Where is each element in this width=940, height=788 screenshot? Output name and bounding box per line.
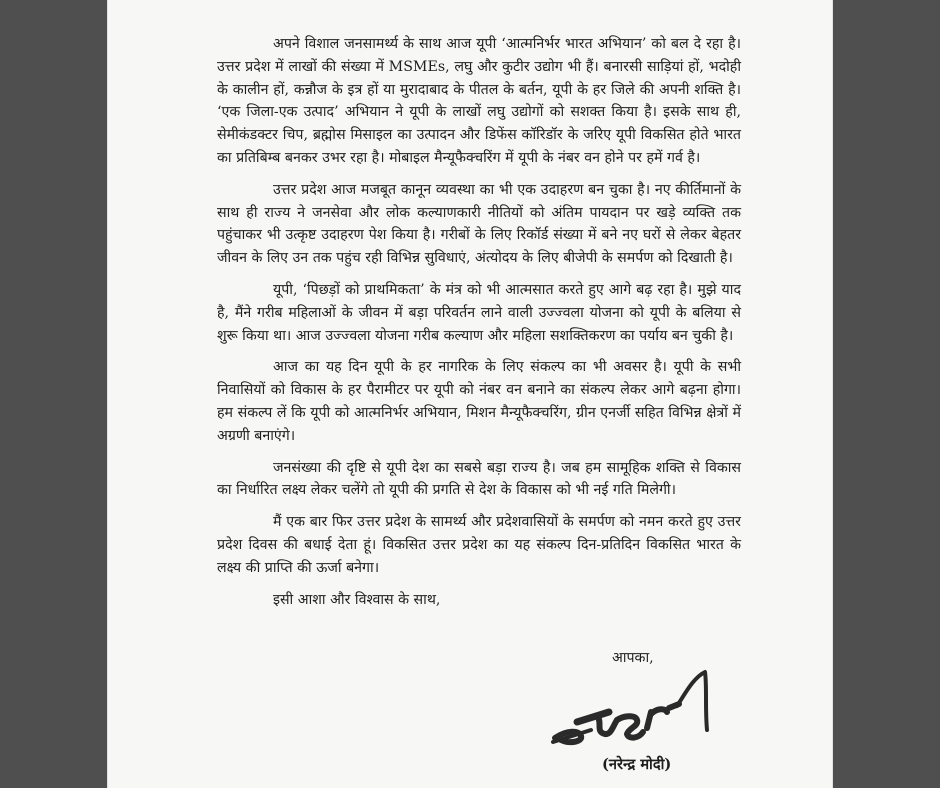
paragraph-3: यूपी, ‘पिछड़ों को प्राथमिकता’ के मंत्र को भी आत्मसात करते हुए आगे बढ़ रहा है। मुझे याद है, मैंने गरीब महिलाओं के जीवन में बड़ा परिवर्तन लाने वाली उज्ज्वला योजना को यूपी के बलिया से शुरू किया था। आज उज्ज्वला योजना गरीब कल्याण और महिला सशक्तिकरण का पर्याय बन चुकी है। bbox=[217, 281, 741, 344]
paragraph-1: अपने विशाल जनसामर्थ्य के साथ आज यूपी ‘आत्मनिर्भर भारत अभियान’ को बल दे रहा है। उत्तर प्रदेश में लाखों की संख्या में MSMEs, लघु और कुटीर उद्योग भी हैं। बनारसी साड़ियां हों, भदोही के कालीन हों, कन्नौज के इत्र हों या मुरादाबाद के पीतल के बर्तन, यूपी के हर जिले की अपनी शक्ति है। ‘एक जिला-एक उत्पाद’ अभियान ने यूपी के लाखों लघु उद्योगों को सशक्त किया है। इसके साथ ही, सेमीकंडक्टर चिप, ब्रह्मोस मिसाइल का उत्पादन और डिफेंस कॉरिडॉर के जरिए यूपी विकसित होते भारत का प्रतिबिम्ब बनकर उभर रहा है। मोबाइल मैन्यूफैक्चरिंग में यूपी के नंबर वन होने पर हमें गर्व है। bbox=[217, 36, 741, 166]
paragraph-2: उत्तर प्रदेश आज मजबूत कानून व्यवस्था का भी एक उदाहरण बन चुका है। नए कीर्तिमानों के साथ ही राज्य ने जनसेवा और लोक कल्याणकारी नीतियों को अंतिम पायदान पर खड़े व्यक्ति तक पहुंचाकर भी उत्कृष्ट उदाहरण पेश किया है। गरीबों के लिए रिकॉर्ड संख्या में बने नए घरों से लेकर बेहतर जीवन के लिए उन तक पहुंच रही विभिन्न सुविधाएं, अंत्योदय के लिए बीजेपी के समर्पण को दिखाती है। bbox=[217, 181, 741, 267]
signatory-name: (नरेन्द्र मोदी) bbox=[602, 756, 672, 773]
letter-page bbox=[107, 0, 833, 788]
signature-icon bbox=[547, 668, 717, 752]
yours-sincerely: आपका, bbox=[612, 650, 654, 666]
paragraph-4: आज का यह दिन यूपी के हर नागरिक के लिए संकल्प का भी अवसर है। यूपी के सभी निवासियों को विकास के हर पैरामीटर पर यूपी को नंबर वन बनाने का संकल्प लेकर आगे बढ़ना होगा। हम संकल्प लें कि यूपी को आत्मनिर्भर अभियान, मिशन मैन्यूफैक्चरिंग, ग्रीन एनर्जी सहित विभिन्न क्षेत्रों में अग्रणी बनाएंगे। bbox=[217, 359, 741, 444]
letter-body bbox=[217, 33, 741, 611]
closing-line: इसी आशा और विश्वास के साथ, bbox=[273, 591, 441, 608]
paragraph-5: जनसंख्या की दृष्टि से यूपी देश का सबसे बड़ा राज्य है। जब हम सामूहिक शक्ति से विकास का निर्धारित लक्ष्य लेकर चलेंगे तो यूपी की प्रगति से देश के विकास को भी नई गति मिलेगी। bbox=[217, 459, 741, 499]
paragraph-6: मैं एक बार फिर उत्तर प्रदेश के सामर्थ्य और प्रदेशवासियों के समर्पण को नमन करते हुए उत्तर प्रदेश दिवस की बधाई देता हूं। विकसित उत्तर प्रदेश का यह संकल्प दिन-प्रतिदिन विकसित भारत के लक्ष्य की प्राप्ति की ऊर्जा बनेगा। bbox=[217, 514, 741, 576]
